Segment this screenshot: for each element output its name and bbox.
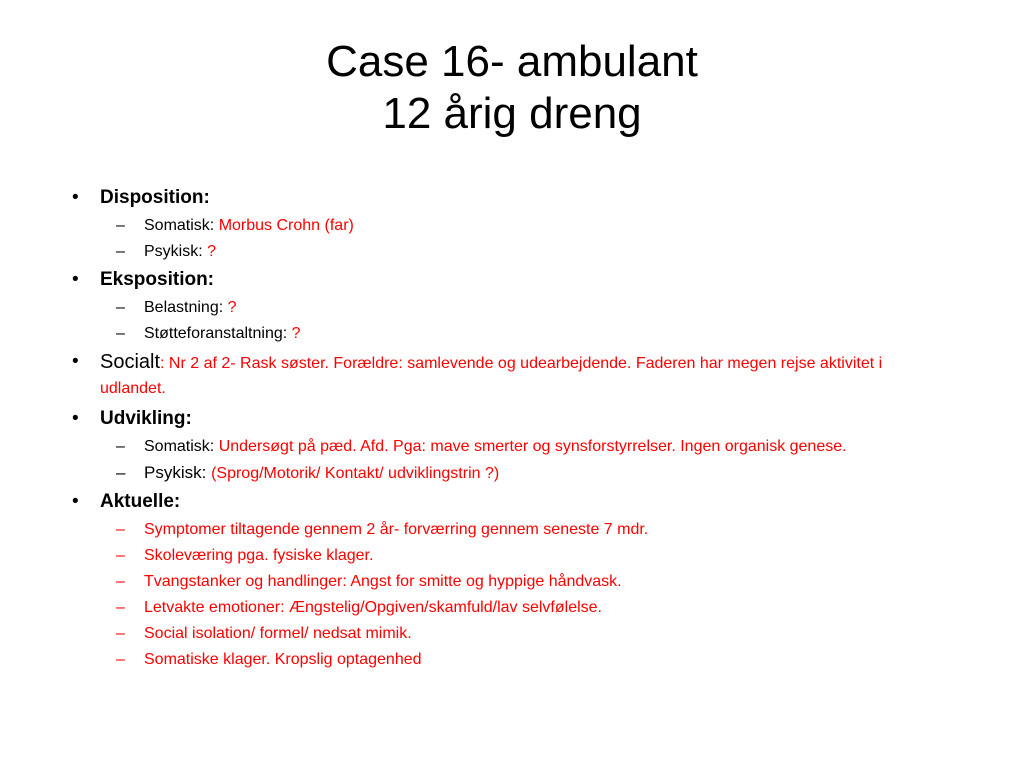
belastning-value: ?: [227, 299, 237, 316]
bullet-icon: •: [72, 187, 79, 208]
dash-icon: –: [116, 463, 126, 482]
bullet-icon: •: [72, 351, 79, 372]
dash-icon: –: [116, 625, 125, 642]
udvikling-psykisk-value: (Sprog/Motorik/ Kontakt/ udviklingstrin ?): [211, 465, 500, 482]
dash-icon: –: [116, 547, 125, 564]
bullet-icon: •: [72, 408, 79, 429]
stotte-label: Støtteforanstaltning:: [144, 325, 288, 342]
title-line-2: 12 årig dreng: [382, 89, 642, 138]
bullet-icon: •: [72, 491, 79, 512]
slide-title: [0, 36, 1024, 140]
aktuelle-heading: Aktuelle:: [100, 491, 181, 512]
psykisk-value: ?: [207, 243, 217, 260]
udvikling-heading: Udvikling:: [100, 408, 192, 429]
udvikling-somatisk-label: Somatisk:: [144, 438, 215, 455]
slide-content: [72, 180, 952, 670]
dash-icon: –: [116, 599, 125, 616]
bullet-eksposition: [72, 268, 952, 292]
bullet-udvikling: [72, 407, 952, 431]
dash-icon: –: [116, 243, 125, 260]
aktuelle-item: [72, 519, 952, 540]
dash-icon: –: [116, 217, 125, 234]
eksposition-stotte: [72, 323, 952, 344]
dash-icon: –: [116, 521, 125, 538]
socialt-heading: Socialt: [100, 351, 161, 373]
title-line-1: Case 16- ambulant: [326, 37, 698, 86]
somatisk-value: Morbus Crohn (far): [218, 217, 354, 234]
aktuelle-item-text: Letvakte emotioner: Ængstelig/Opgiven/skamfuld/lav selvfølelse.: [144, 599, 602, 616]
aktuelle-item: [72, 623, 952, 644]
aktuelle-item-text: Social isolation/ formel/ nedsat mimik.: [144, 625, 412, 642]
aktuelle-item-text: Skoleværing pga. fysiske klager.: [144, 547, 374, 564]
eksposition-belastning: [72, 297, 952, 318]
dash-icon: –: [116, 325, 125, 342]
disposition-psykisk: [72, 241, 952, 262]
stotte-value: ?: [291, 325, 301, 342]
aktuelle-item: [72, 545, 952, 566]
udvikling-psykisk-label: Psykisk:: [144, 463, 207, 482]
dash-icon: –: [116, 299, 125, 316]
bullet-disposition: [72, 186, 952, 210]
socialt-text: : Nr 2 af 2- Rask søster. Forældre: samlevende og udearbejdende. Faderen har megen rejse aktivitet i udlandet.: [100, 355, 883, 397]
psykisk-label: Psykisk:: [144, 243, 203, 260]
dash-icon: –: [116, 438, 125, 455]
bullet-aktuelle: [72, 490, 952, 514]
aktuelle-item: [72, 649, 952, 670]
udvikling-somatisk-value: Undersøgt på pæd. Afd. Pga: mave smerter og synsforstyrrelser. Ingen organisk genese.: [218, 438, 847, 455]
somatisk-label: Somatisk:: [144, 217, 215, 234]
bullet-icon: •: [72, 269, 79, 290]
aktuelle-item-text: Somatiske klager. Kropslig optagenhed: [144, 651, 422, 668]
aktuelle-item: [72, 597, 952, 618]
belastning-label: Belastning:: [144, 299, 224, 316]
disposition-heading: Disposition:: [100, 187, 210, 208]
aktuelle-item-text: Tvangstanker og handlinger: Angst for smitte og hyppige håndvask.: [144, 573, 622, 590]
aktuelle-item-text: Symptomer tiltagende gennem 2 år- forværring gennem seneste 7 mdr.: [144, 521, 649, 538]
aktuelle-item: [72, 571, 952, 592]
bullet-socialt: [72, 350, 952, 401]
disposition-somatisk: [72, 215, 952, 236]
dash-icon: –: [116, 573, 125, 590]
dash-icon: –: [116, 651, 125, 668]
eksposition-heading: Eksposition:: [100, 269, 215, 290]
udvikling-somatisk: [72, 436, 952, 457]
udvikling-psykisk: [72, 462, 952, 484]
